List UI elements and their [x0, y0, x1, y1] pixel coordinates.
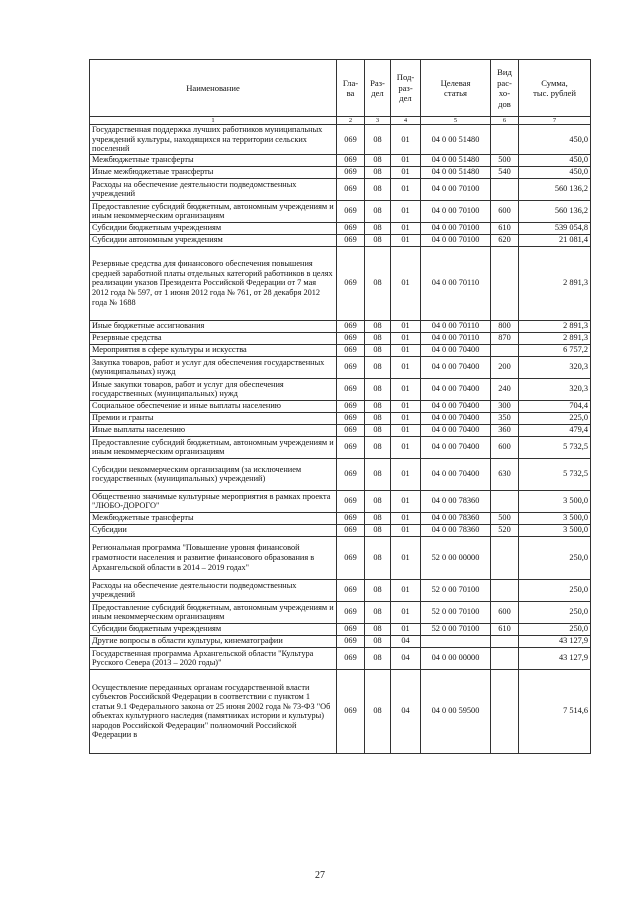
cell-podrazdel: 01 [391, 524, 421, 536]
table-row [90, 490, 591, 512]
cell-name: Межбюджетные трансферты [90, 154, 337, 166]
cell-glava: 069 [337, 378, 365, 400]
cell-glava: 069 [337, 400, 365, 412]
table-row [90, 424, 591, 436]
cell-target: 04 0 00 70400 [421, 436, 491, 458]
cell-target: 04 0 00 78360 [421, 524, 491, 536]
column-number: 2 [337, 117, 365, 125]
table-row [90, 436, 591, 458]
column-number: 7 [519, 117, 591, 125]
cell-razdel: 08 [365, 635, 391, 647]
cell-name: Другие вопросы в области культуры, кинематографии [90, 635, 337, 647]
cell-razdel: 08 [365, 647, 391, 669]
cell-glava: 069 [337, 246, 365, 320]
cell-vid: 200 [491, 356, 519, 378]
cell-podrazdel: 01 [391, 424, 421, 436]
table-row [90, 647, 591, 669]
cell-glava: 069 [337, 512, 365, 524]
cell-razdel: 08 [365, 579, 391, 601]
cell-podrazdel: 01 [391, 601, 421, 623]
cell-glava: 069 [337, 436, 365, 458]
cell-razdel: 08 [365, 512, 391, 524]
cell-podrazdel: 01 [391, 623, 421, 635]
cell-sum: 250,0 [519, 579, 591, 601]
cell-target: 04 0 00 51480 [421, 125, 491, 155]
table-row [90, 579, 591, 601]
cell-sum: 21 081,4 [519, 234, 591, 246]
table-row [90, 512, 591, 524]
cell-razdel: 08 [365, 424, 391, 436]
cell-name: Субсидии бюджетным учреждениям [90, 222, 337, 234]
cell-sum: 320,3 [519, 356, 591, 378]
cell-razdel: 08 [365, 320, 391, 332]
cell-glava: 069 [337, 524, 365, 536]
header-target-text: Целевая статья [440, 77, 471, 98]
cell-razdel: 08 [365, 412, 391, 424]
cell-sum: 2 891,3 [519, 332, 591, 344]
cell-sum: 450,0 [519, 166, 591, 178]
header-vid [491, 60, 519, 117]
cell-sum: 7 514,6 [519, 669, 591, 753]
cell-target: 04 0 00 00000 [421, 647, 491, 669]
cell-target: 04 0 00 70400 [421, 458, 491, 490]
cell-glava: 069 [337, 601, 365, 623]
cell-sum: 43 127,9 [519, 635, 591, 647]
cell-glava: 069 [337, 234, 365, 246]
cell-target: 04 0 00 70100 [421, 234, 491, 246]
cell-razdel: 08 [365, 436, 391, 458]
cell-podrazdel: 01 [391, 536, 421, 579]
cell-vid: 360 [491, 424, 519, 436]
cell-podrazdel: 04 [391, 669, 421, 753]
column-number: 5 [421, 117, 491, 125]
cell-razdel: 08 [365, 490, 391, 512]
column-number: 1 [90, 117, 337, 125]
column-number: 6 [491, 117, 519, 125]
cell-target: 04 0 00 70100 [421, 200, 491, 222]
cell-vid: 610 [491, 222, 519, 234]
cell-vid: 620 [491, 234, 519, 246]
cell-razdel: 08 [365, 246, 391, 320]
cell-name: Субсидии бюджетным учреждениям [90, 623, 337, 635]
cell-sum: 3 500,0 [519, 512, 591, 524]
cell-sum: 2 891,3 [519, 320, 591, 332]
cell-sum: 560 136,2 [519, 178, 591, 200]
table-row [90, 200, 591, 222]
cell-target: 52 0 00 00000 [421, 536, 491, 579]
cell-vid: 600 [491, 200, 519, 222]
cell-name: Общественно значимые культурные мероприятия в рамках проекта "ЛЮБО-ДОРОГО" [90, 490, 337, 512]
cell-sum: 450,0 [519, 125, 591, 155]
cell-name: Закупка товаров, работ и услуг для обеспечения государственных (муниципальных) нужд [90, 356, 337, 378]
cell-name: Межбюджетные трансферты [90, 512, 337, 524]
cell-name: Осуществление переданных органам государственной власти субъектов Российской Федерации в соответствии с пунктом 1 статьи 9.1 Федерального закона от 25 июня 2002 года № 73-ФЗ "Об объектах культурного наследия (памятниках истории и культуры) народов Российской Федерации" полномочий Российской Федерации в [90, 669, 337, 753]
table-row [90, 635, 591, 647]
cell-target: 04 0 00 59500 [421, 669, 491, 753]
cell-sum: 704,4 [519, 400, 591, 412]
cell-target: 04 0 00 70110 [421, 332, 491, 344]
cell-target: 04 0 00 51480 [421, 166, 491, 178]
cell-podrazdel: 01 [391, 222, 421, 234]
cell-vid [491, 490, 519, 512]
cell-target: 52 0 00 70100 [421, 579, 491, 601]
table-row [90, 178, 591, 200]
cell-name: Резервные средства [90, 332, 337, 344]
cell-vid [491, 536, 519, 579]
cell-target: 04 0 00 78360 [421, 512, 491, 524]
cell-razdel: 08 [365, 601, 391, 623]
cell-sum: 3 500,0 [519, 490, 591, 512]
table-row [90, 356, 591, 378]
header-vid-text: Вид рас- хо- дов [497, 67, 512, 109]
cell-vid: 300 [491, 400, 519, 412]
cell-vid: 500 [491, 512, 519, 524]
cell-vid: 520 [491, 524, 519, 536]
cell-vid [491, 635, 519, 647]
cell-glava: 069 [337, 125, 365, 155]
table-row [90, 412, 591, 424]
cell-razdel: 08 [365, 378, 391, 400]
cell-glava: 069 [337, 344, 365, 356]
column-number: 4 [391, 117, 421, 125]
cell-target: 04 0 00 70110 [421, 320, 491, 332]
cell-vid: 870 [491, 332, 519, 344]
cell-target: 52 0 00 70100 [421, 601, 491, 623]
table-row [90, 623, 591, 635]
cell-podrazdel: 01 [391, 154, 421, 166]
cell-name: Резервные средства для финансового обеспечения повышения средней заработной платы отдельных категорий работников в целях реализации указов Президента Российской Федерации от 7 мая 2012 года № 597, от 1 июня 2012 года № 761, от 28 декабря 2012 года № 1688 [90, 246, 337, 320]
table-row [90, 536, 591, 579]
cell-podrazdel: 01 [391, 436, 421, 458]
cell-podrazdel: 01 [391, 579, 421, 601]
header-glava-text: Гла- ва [342, 77, 359, 98]
cell-target: 04 0 00 70110 [421, 246, 491, 320]
cell-sum: 250,0 [519, 623, 591, 635]
cell-sum: 450,0 [519, 154, 591, 166]
cell-sum: 539 054,8 [519, 222, 591, 234]
cell-sum: 250,0 [519, 601, 591, 623]
cell-vid: 500 [491, 154, 519, 166]
budget-table-container [89, 59, 590, 754]
cell-sum: 5 732,5 [519, 436, 591, 458]
cell-podrazdel: 01 [391, 320, 421, 332]
cell-vid [491, 669, 519, 753]
cell-target: 04 0 00 70100 [421, 178, 491, 200]
cell-podrazdel: 04 [391, 635, 421, 647]
cell-name: Предоставление субсидий бюджетным, автономным учреждениям и иным некоммерческим организациям [90, 436, 337, 458]
header-razdel-text: Раз- дел [370, 77, 385, 98]
cell-vid: 600 [491, 436, 519, 458]
cell-target: 04 0 00 70400 [421, 344, 491, 356]
cell-podrazdel: 01 [391, 234, 421, 246]
cell-name: Предоставление субсидий бюджетным, автономным учреждениям и иным некоммерческим организациям [90, 200, 337, 222]
cell-glava: 069 [337, 332, 365, 344]
cell-sum: 479,4 [519, 424, 591, 436]
cell-name: Иные закупки товаров, работ и услуг для обеспечения государственных (муниципальных) нужд [90, 378, 337, 400]
cell-razdel: 08 [365, 623, 391, 635]
cell-name: Предоставление субсидий бюджетным, автономным учреждениям и иным некоммерческим организациям [90, 601, 337, 623]
cell-glava: 069 [337, 154, 365, 166]
cell-sum: 5 732,5 [519, 458, 591, 490]
cell-glava: 069 [337, 424, 365, 436]
cell-name: Субсидии [90, 524, 337, 536]
cell-vid: 630 [491, 458, 519, 490]
table-row [90, 524, 591, 536]
cell-glava: 069 [337, 669, 365, 753]
header-name: Наименование [90, 60, 337, 117]
cell-sum: 225,0 [519, 412, 591, 424]
header-glava [337, 60, 365, 117]
cell-razdel: 08 [365, 536, 391, 579]
cell-razdel: 08 [365, 458, 391, 490]
cell-razdel: 08 [365, 222, 391, 234]
cell-glava: 069 [337, 635, 365, 647]
cell-vid: 610 [491, 623, 519, 635]
table-row [90, 154, 591, 166]
cell-target: 04 0 00 70400 [421, 412, 491, 424]
cell-sum: 2 891,3 [519, 246, 591, 320]
cell-name: Субсидии некоммерческим организациям (за исключением государственных (муниципальных) учреждений) [90, 458, 337, 490]
cell-vid: 600 [491, 601, 519, 623]
cell-razdel: 08 [365, 332, 391, 344]
cell-glava: 069 [337, 579, 365, 601]
table-row [90, 332, 591, 344]
cell-target: 04 0 00 70400 [421, 378, 491, 400]
cell-podrazdel: 01 [391, 458, 421, 490]
page-number: 27 [315, 870, 325, 881]
table-row [90, 344, 591, 356]
cell-name: Расходы на обеспечение деятельности подведомственных учреждений [90, 178, 337, 200]
table-row [90, 458, 591, 490]
cell-target [421, 635, 491, 647]
cell-razdel: 08 [365, 166, 391, 178]
cell-razdel: 08 [365, 356, 391, 378]
table-row [90, 601, 591, 623]
cell-target: 04 0 00 70400 [421, 400, 491, 412]
cell-vid: 800 [491, 320, 519, 332]
table-row [90, 125, 591, 155]
cell-glava: 069 [337, 178, 365, 200]
cell-sum: 320,3 [519, 378, 591, 400]
cell-glava: 069 [337, 536, 365, 579]
cell-vid: 240 [491, 378, 519, 400]
cell-podrazdel: 01 [391, 344, 421, 356]
cell-podrazdel: 01 [391, 400, 421, 412]
cell-podrazdel: 01 [391, 166, 421, 178]
cell-podrazdel: 01 [391, 332, 421, 344]
table-row [90, 320, 591, 332]
cell-podrazdel: 01 [391, 378, 421, 400]
cell-sum: 250,0 [519, 536, 591, 579]
cell-podrazdel: 01 [391, 412, 421, 424]
cell-razdel: 08 [365, 344, 391, 356]
cell-vid [491, 579, 519, 601]
header-sum-text: Сумма, тыс. рублей [533, 77, 576, 98]
cell-glava: 069 [337, 200, 365, 222]
cell-name: Премии и гранты [90, 412, 337, 424]
cell-razdel: 08 [365, 200, 391, 222]
cell-sum: 6 757,2 [519, 344, 591, 356]
cell-target: 04 0 00 78360 [421, 490, 491, 512]
table-body [90, 125, 591, 754]
cell-name: Региональная программа "Повышение уровня финансовой грамотности населения и развитие финансового образования в Архангельской области в 2014 – 2019 годах" [90, 536, 337, 579]
cell-glava: 069 [337, 222, 365, 234]
cell-vid [491, 647, 519, 669]
cell-razdel: 08 [365, 669, 391, 753]
table-row [90, 400, 591, 412]
cell-podrazdel: 01 [391, 178, 421, 200]
cell-glava: 069 [337, 623, 365, 635]
cell-glava: 069 [337, 320, 365, 332]
table-row [90, 166, 591, 178]
cell-razdel: 08 [365, 400, 391, 412]
cell-podrazdel: 01 [391, 356, 421, 378]
cell-target: 04 0 00 70100 [421, 222, 491, 234]
cell-sum: 3 500,0 [519, 524, 591, 536]
cell-podrazdel: 01 [391, 200, 421, 222]
cell-sum: 560 136,2 [519, 200, 591, 222]
column-number: 3 [365, 117, 391, 125]
cell-vid: 540 [491, 166, 519, 178]
table-row [90, 222, 591, 234]
cell-vid: 350 [491, 412, 519, 424]
cell-name: Государственная поддержка лучших работников муниципальных учреждений культуры, находящихся на территории сельских поселений [90, 125, 337, 155]
budget-table [89, 59, 591, 754]
cell-name: Мероприятия в сфере культуры и искусства [90, 344, 337, 356]
table-row [90, 669, 591, 753]
cell-vid [491, 178, 519, 200]
cell-glava: 069 [337, 412, 365, 424]
cell-podrazdel: 01 [391, 246, 421, 320]
cell-sum: 43 127,9 [519, 647, 591, 669]
header-target [421, 60, 491, 117]
cell-glava: 069 [337, 166, 365, 178]
header-sum [519, 60, 591, 117]
cell-razdel: 08 [365, 125, 391, 155]
cell-name: Субсидии автономным учреждениям [90, 234, 337, 246]
cell-name: Расходы на обеспечение деятельности подведомственных учреждений [90, 579, 337, 601]
cell-podrazdel: 01 [391, 512, 421, 524]
cell-target: 04 0 00 70400 [421, 424, 491, 436]
header-podrazdel [391, 60, 421, 117]
cell-razdel: 08 [365, 178, 391, 200]
cell-target: 04 0 00 51480 [421, 154, 491, 166]
cell-glava: 069 [337, 356, 365, 378]
cell-podrazdel: 01 [391, 490, 421, 512]
cell-vid [491, 246, 519, 320]
header-razdel [365, 60, 391, 117]
cell-podrazdel: 04 [391, 647, 421, 669]
cell-name: Иные бюджетные ассигнования [90, 320, 337, 332]
cell-target: 52 0 00 70100 [421, 623, 491, 635]
cell-glava: 069 [337, 458, 365, 490]
cell-razdel: 08 [365, 154, 391, 166]
cell-glava: 069 [337, 490, 365, 512]
cell-target: 04 0 00 70400 [421, 356, 491, 378]
cell-name: Иные выплаты населению [90, 424, 337, 436]
cell-vid [491, 344, 519, 356]
header-podrazdel-text: Под- раз- дел [396, 72, 415, 104]
cell-name: Социальное обеспечение и иные выплаты населению [90, 400, 337, 412]
cell-razdel: 08 [365, 234, 391, 246]
cell-name: Государственная программа Архангельской области "Культура Русского Севера (2013 – 2020 годы)" [90, 647, 337, 669]
table-row [90, 234, 591, 246]
cell-razdel: 08 [365, 524, 391, 536]
column-number-row [90, 117, 591, 125]
cell-podrazdel: 01 [391, 125, 421, 155]
table-row [90, 378, 591, 400]
cell-glava: 069 [337, 647, 365, 669]
cell-vid [491, 125, 519, 155]
header-row [90, 60, 591, 117]
cell-name: Иные межбюджетные трансферты [90, 166, 337, 178]
table-row [90, 246, 591, 320]
